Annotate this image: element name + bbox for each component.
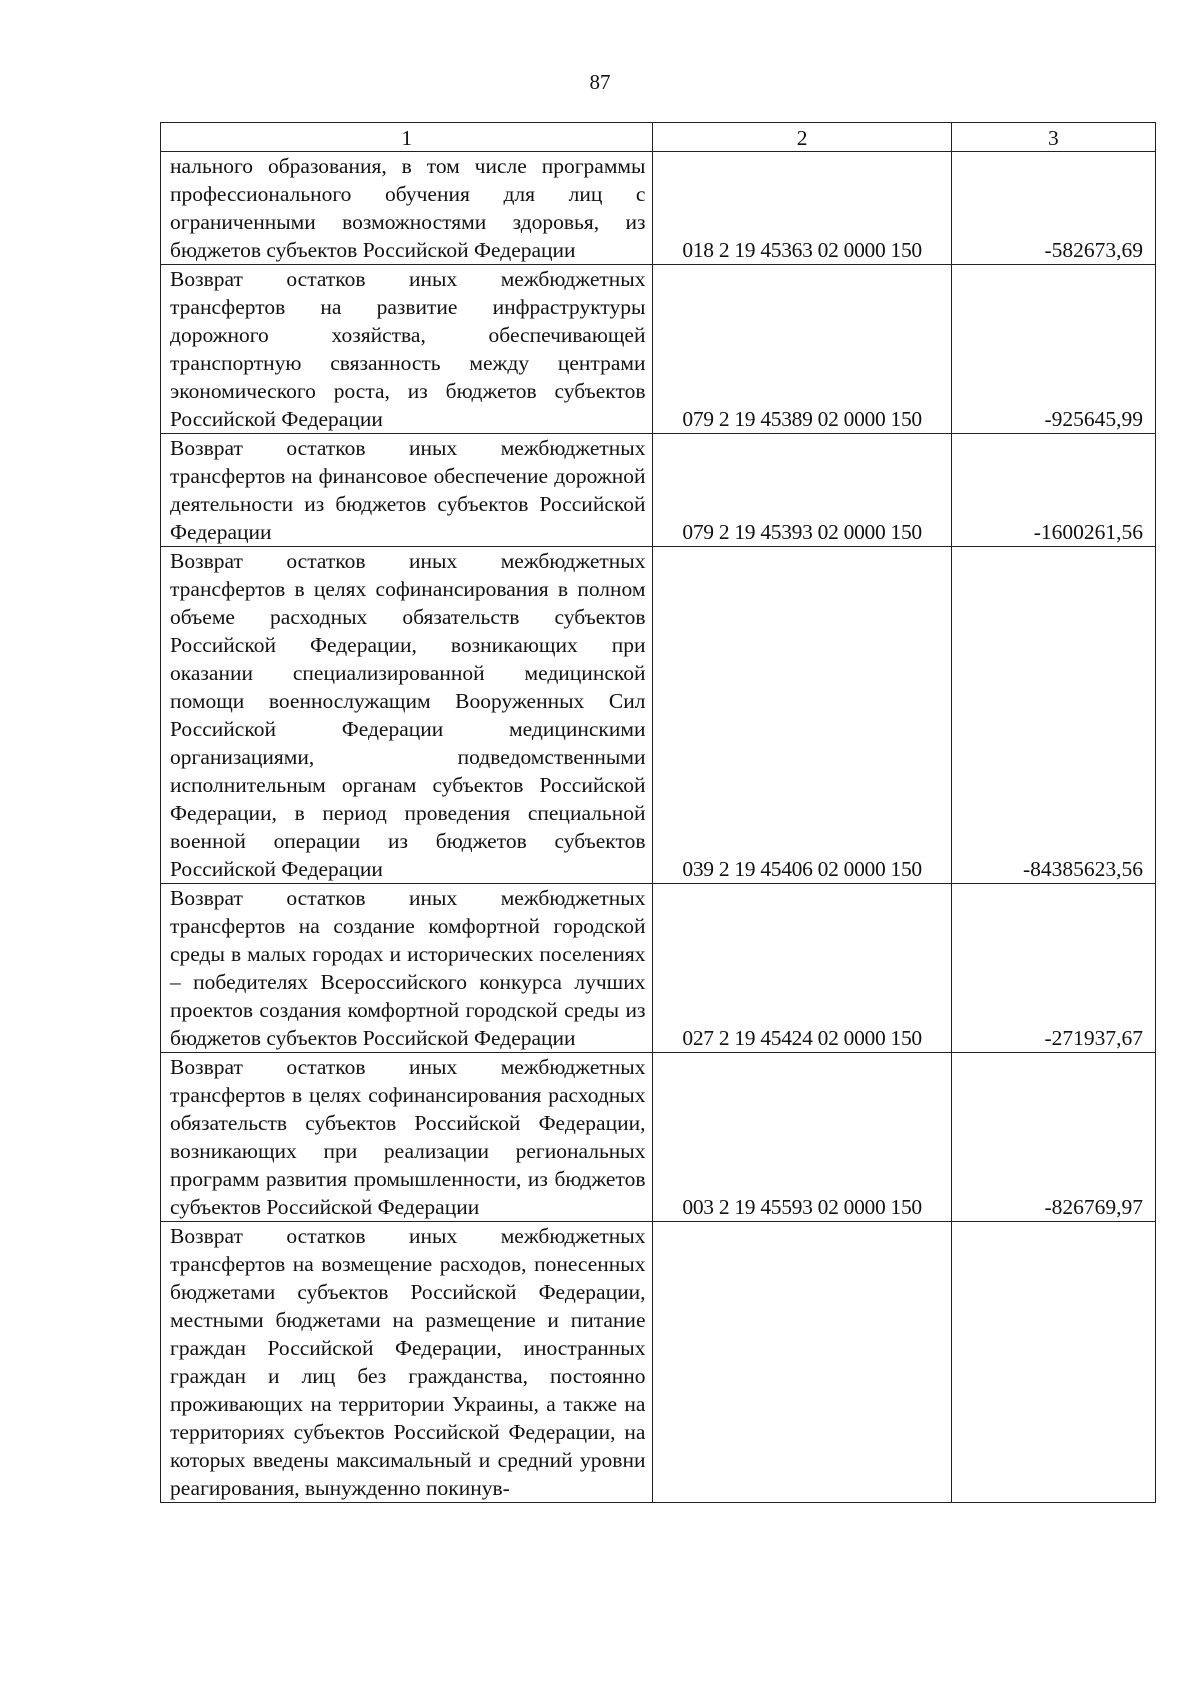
row-budget-code bbox=[653, 1222, 951, 1503]
table-row bbox=[161, 1222, 1156, 1503]
row-amount: -84385623,56 bbox=[951, 547, 1155, 884]
row-description-text: Возврат остатков иных межбюджетных трансфертов на развитие инфраструктуры дорожного хозяйства, обеспечивающей транспортную связанность между центрами экономического роста, из бюджетов субъектов Российской Федерации bbox=[170, 267, 646, 431]
row-description bbox=[161, 1222, 653, 1503]
budget-table bbox=[160, 122, 1156, 1503]
table-row bbox=[161, 1053, 1156, 1222]
table-row bbox=[161, 265, 1156, 434]
row-amount: -925645,99 bbox=[951, 265, 1155, 434]
column-header: 3 bbox=[951, 123, 1155, 152]
row-description bbox=[161, 434, 653, 547]
row-amount bbox=[951, 1222, 1155, 1503]
row-description bbox=[161, 884, 653, 1053]
row-description-text: Возврат остатков иных межбюджетных трансфертов в целях софинансирования в полном объеме расходных обязательств субъектов Российской Федерации, возникающих при оказании специализированной медицинской помощи военнослужащим Вооруженных Сил Российской Федерации медицинскими организациями, подведомственными исполнительным органам субъектов Российской Федерации, в период проведения специальной военной операции из бюджетов субъектов Российской Федерации bbox=[170, 549, 646, 881]
table-row bbox=[161, 152, 1156, 265]
row-budget-code: 039 2 19 45406 02 0000 150 bbox=[653, 547, 951, 884]
row-description bbox=[161, 547, 653, 884]
table-row bbox=[161, 434, 1156, 547]
page-number: 87 bbox=[589, 70, 611, 94]
row-budget-code: 018 2 19 45363 02 0000 150 bbox=[653, 152, 951, 265]
column-header: 1 bbox=[161, 123, 653, 152]
row-description-text: нального образования, в том числе программы профессионального обучения для лиц с ограниченными возможностями здоровья, из бюджетов субъектов Российской Федерации bbox=[170, 154, 646, 262]
row-budget-code: 003 2 19 45593 02 0000 150 bbox=[653, 1053, 951, 1222]
row-description bbox=[161, 1053, 653, 1222]
row-description bbox=[161, 265, 653, 434]
row-description-text: Возврат остатков иных межбюджетных трансфертов на создание комфортной городской среды в малых городах и исторических поселениях – победителях Всероссийского конкурса лучших проектов создания комфортной городской среды из бюджетов субъектов Российской Федерации bbox=[170, 886, 646, 1050]
row-amount: -271937,67 bbox=[951, 884, 1155, 1053]
row-budget-code: 079 2 19 45393 02 0000 150 bbox=[653, 434, 951, 547]
row-description-text: Возврат остатков иных межбюджетных трансфертов на возмещение расходов, понесенных бюджетами субъектов Российской Федерации, местными бюджетами на размещение и питание граждан Российской Федерации, иностранных граждан и лиц без гражданства, постоянно проживающих на территории Украины, а также на территориях субъектов Российской Федерации, на которых введены максимальный и средний уровни реагирования, вынужденно покинув- bbox=[170, 1224, 646, 1500]
row-amount: -1600261,56 bbox=[951, 434, 1155, 547]
row-budget-code: 079 2 19 45389 02 0000 150 bbox=[653, 265, 951, 434]
row-budget-code: 027 2 19 45424 02 0000 150 bbox=[653, 884, 951, 1053]
table-row bbox=[161, 547, 1156, 884]
row-amount: -826769,97 bbox=[951, 1053, 1155, 1222]
row-description bbox=[161, 152, 653, 265]
table-row bbox=[161, 884, 1156, 1053]
row-description-text: Возврат остатков иных межбюджетных трансфертов в целях софинансирования расходных обязательств субъектов Российской Федерации, возникающих при реализации региональных программ развития промышленности, из бюджетов субъектов Российской Федерации bbox=[170, 1055, 646, 1219]
column-header: 2 bbox=[653, 123, 951, 152]
table-header-row bbox=[161, 123, 1156, 152]
row-description-text: Возврат остатков иных межбюджетных трансфертов на финансовое обеспечение дорожной деятельности из бюджетов субъектов Российской Федерации bbox=[170, 436, 646, 544]
row-amount: -582673,69 bbox=[951, 152, 1155, 265]
